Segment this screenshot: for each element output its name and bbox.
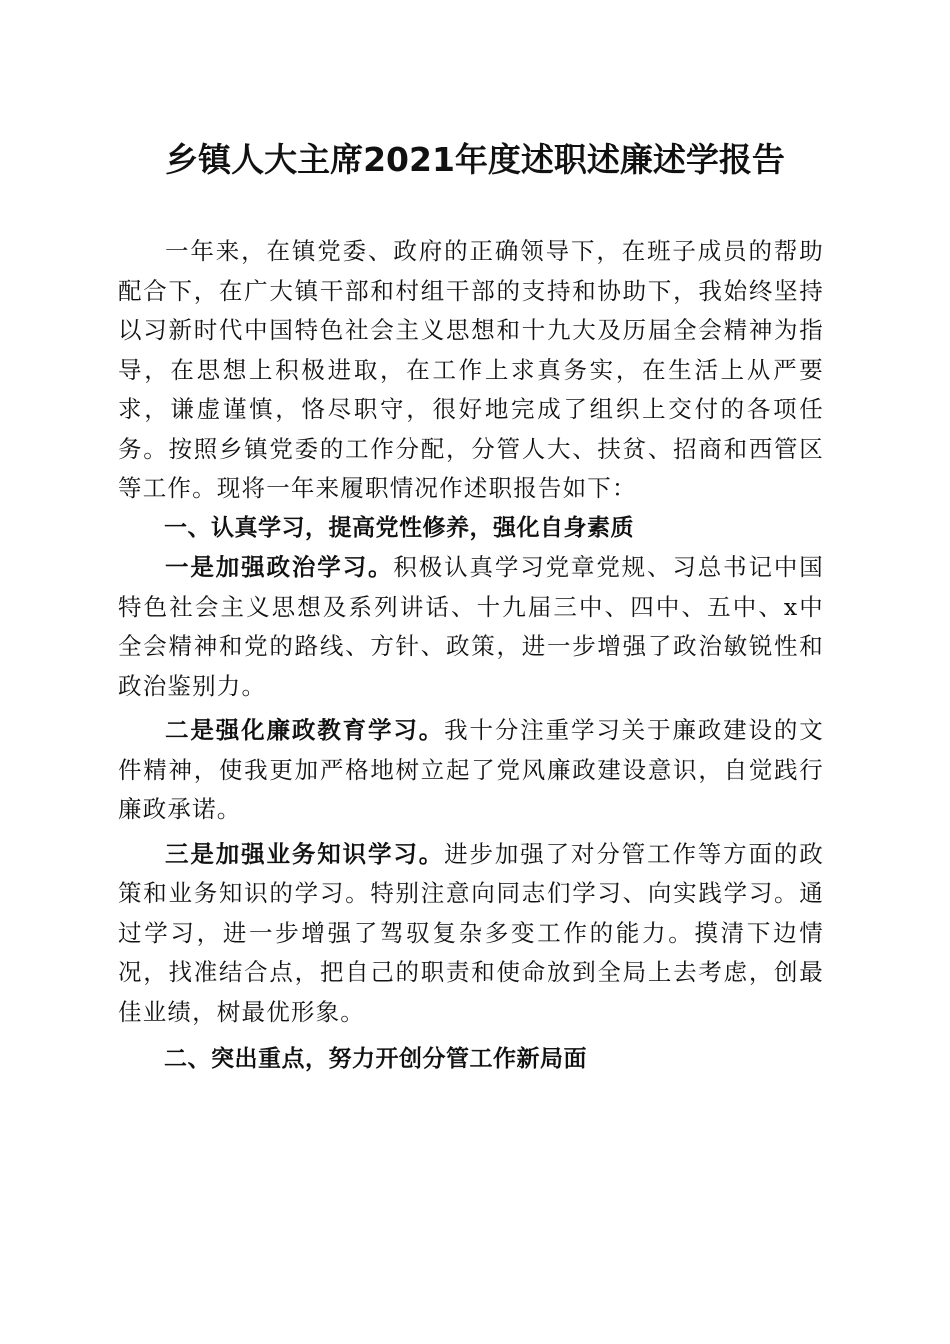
item-2-lead: 二是强化廉政教育学习。: [165, 716, 445, 744]
section-1-item-1: [118, 548, 824, 706]
section-1-item-3: [118, 835, 824, 1033]
item-3-lead: 三是加强业务知识学习。: [165, 839, 445, 868]
section-1-heading: 一、认真学习，提高党性修养，强化自身素质: [164, 514, 634, 541]
document-body: [118, 232, 824, 1080]
item-1-text: 积极认真学习党章党规、习总书记中国特色社会主义思想及系列讲话、十九届三中、四中、五中、x中全会精神和党的路线、方针、政策，进一步增强了政治敏锐性和政治鉴别力。: [118, 553, 824, 700]
item-3-text: 进步加强了对分管工作等方面的政策和业务知识的学习。特别注意向同志们学习、向实践学习。通过学习，进一步增强了驾驭复杂多变工作的能力。摸清下边情况，找准结合点，把自己的职责和使命放到全局上去考虑，创最佳业绩，树最优形象。: [118, 839, 824, 1026]
section-2-heading: 二、突出重点，努力开创分管工作新局面: [164, 1046, 587, 1072]
item-2-text: 我十分注重学习关于廉政建设的文件精神，使我更加严格地树立起了党风廉政建设意识，自觉践行廉政承诺。: [118, 716, 824, 823]
intro-paragraph: 一年来，在镇党委、政府的正确领导下，在班子成员的帮助配合下，在广大镇干部和村组干部的支持和协助下，我始终坚持以习新时代中国特色社会主义思想和十九大及历届全会精神为指导，在思想上积极进取，在工作上求真务实，在生活上从严要求，谦虚谨慎，恪尽职守，很好地完成了组织上交付的各项任务。按照乡镇党委的工作分配，分管人大、扶贫、招商和西管区等工作。现将一年来履职情况作述职报告如下：: [118, 237, 824, 502]
section-1-item-2: [118, 711, 824, 830]
item-1-lead: 一是加强政治学习。: [165, 553, 394, 581]
document-title: 乡镇人大主席2021年度述职述廉述学报告: [165, 140, 785, 179]
